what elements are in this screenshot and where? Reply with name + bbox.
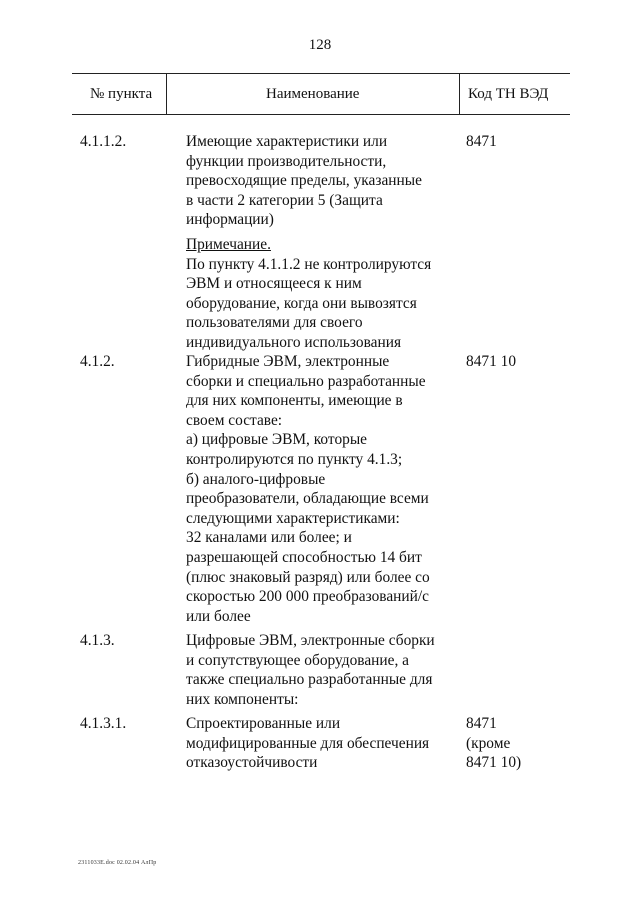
text-line: б) аналого-цифровые — [186, 470, 326, 488]
table-rule-bottom — [72, 114, 570, 115]
text-line: (кроме — [466, 734, 511, 752]
row-code — [466, 132, 566, 152]
row-number: 4.1.1.2. — [80, 133, 127, 150]
text-line: 8471 10 — [466, 353, 517, 370]
header-item-number: № пункта — [90, 86, 153, 102]
text-line: своем составе: — [186, 411, 283, 429]
header-item-code: Код ТН ВЭД — [468, 86, 549, 102]
row-number: 4.1.3.1. — [80, 715, 127, 732]
document-footer: 2311033E.doc 02.02.04 АлПр — [78, 860, 157, 866]
text-line: скоростью 200 000 преобразований/с — [186, 588, 429, 606]
text-line: также специально разработанные для — [186, 671, 433, 689]
table-rule-top — [72, 73, 570, 74]
note-title: Примечание. — [186, 236, 271, 253]
row-name — [186, 132, 458, 230]
header-item-name: Наименование — [266, 86, 360, 102]
row-name — [186, 631, 458, 709]
text-line: Имеющие характеристики или — [186, 133, 388, 150]
text-line: ЭВМ и относящееся к ним — [186, 275, 362, 293]
text-line: них компоненты: — [186, 690, 299, 708]
text-line: 8471 10) — [466, 754, 522, 772]
text-line: Спроектированные или — [186, 715, 341, 732]
text-line: сборки и специально разработанные — [186, 372, 426, 390]
text-line: пользователями для своего — [186, 314, 363, 332]
text-line: Гибридные ЭВМ, электронные — [186, 353, 390, 370]
row-number: 4.1.2. — [80, 353, 115, 370]
text-line: По пункту 4.1.1.2 не контролируются — [186, 255, 432, 273]
text-line: 8471 — [466, 133, 497, 150]
text-line: в части 2 категории 5 (Защита — [186, 191, 383, 209]
text-line: превосходящие пределы, указанные — [186, 172, 422, 190]
text-line: и сопутствующее оборудование, а — [186, 651, 409, 669]
header-divider — [459, 73, 460, 114]
row-code — [466, 714, 566, 773]
text-line: разрешающей способностью 14 бит — [186, 548, 422, 566]
text-line: (плюс знаковый разряд) или более со — [186, 568, 430, 586]
text-line: оборудование, когда они вывозятся — [186, 294, 417, 312]
text-line: информации) — [186, 211, 274, 229]
row-number: 4.1.3. — [80, 632, 115, 649]
text-line: отказоустойчивости — [186, 754, 318, 772]
text-line: следующими характеристиками: — [186, 509, 400, 527]
text-line: 8471 — [466, 715, 497, 732]
text-line: индивидуального использования — [186, 333, 402, 351]
text-line: 32 каналами или более; и — [186, 529, 352, 547]
row-name — [186, 352, 458, 626]
header-divider — [166, 73, 167, 114]
row-code — [466, 352, 566, 372]
text-line: для них компоненты, имеющие в — [186, 392, 403, 410]
text-line: модифицированные для обеспечения — [186, 734, 430, 752]
text-line: контролируются по пункту 4.1.3; — [186, 450, 403, 468]
text-line: функции производительности, — [186, 152, 387, 170]
page-number: 128 — [308, 37, 332, 53]
text-line: преобразователи, обладающие всеми — [186, 490, 429, 508]
text-line: или более — [186, 607, 251, 625]
text-line: а) цифровые ЭВМ, которые — [186, 431, 368, 449]
row-name — [186, 714, 458, 773]
text-line: Цифровые ЭВМ, электронные сборки — [186, 632, 435, 649]
note-block — [186, 235, 458, 353]
